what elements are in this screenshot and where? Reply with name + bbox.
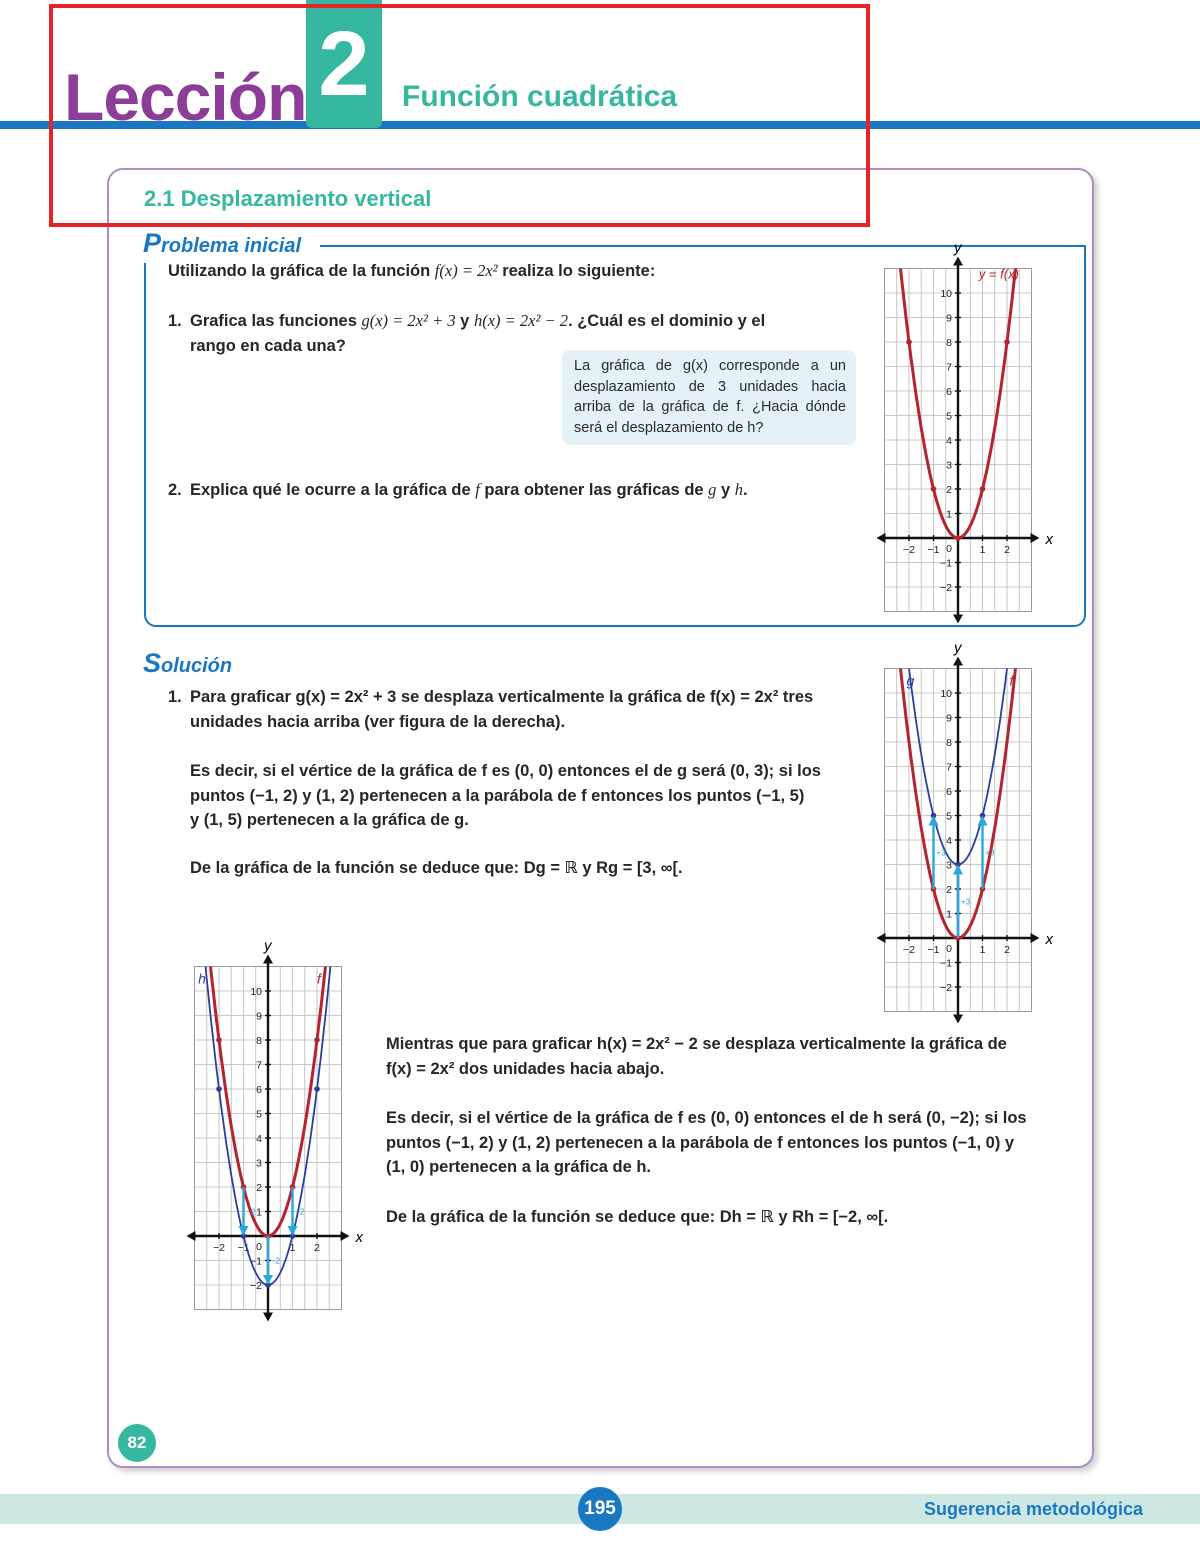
y-tick-label: 7 (946, 361, 952, 374)
solution-paragraph-6: De la gráfica de la función se deduce que: Dh = ℝ y Rh = [−2, ∞[. (386, 1208, 889, 1226)
item-2-f: f (475, 480, 480, 499)
problem-item-2 (168, 478, 748, 503)
data-point-h (216, 1086, 222, 1092)
y-tick-label: 6 (256, 1084, 262, 1096)
y-tick-label: 5 (946, 410, 952, 423)
item-1-text-a: Grafica las funciones (190, 312, 362, 330)
y-axis-arrow (263, 955, 273, 964)
x-tick-label: −1 (927, 944, 940, 956)
footer-page-badge: 195 (578, 1487, 622, 1531)
y-tick-label: 9 (946, 712, 952, 725)
solution-item-number: 1. (168, 688, 182, 706)
item-2-g: g (708, 480, 717, 499)
solution-p5-line2: puntos (−1, 2) y (1, 2) pertenecen a la parábola de f entonces los puntos (−1, 0) y (386, 1133, 1015, 1152)
x-tick-label: −2 (903, 944, 915, 956)
y-tick-label: 4 (946, 435, 952, 447)
y-axis-label: y (264, 937, 272, 955)
graph-f-and-g (870, 639, 1070, 1020)
shift-label: +3 (961, 897, 971, 907)
item-2-text-a: Explica qué le ocurre a la gráfica de (190, 481, 476, 499)
item-2-text-c: y (716, 481, 735, 499)
y-tick-label: 5 (946, 810, 952, 823)
y-tick-label: −2 (940, 982, 952, 994)
y-axis-label: y (954, 239, 962, 257)
y-axis-arrow (953, 657, 963, 666)
y-tick-label: −1 (940, 557, 952, 570)
solution-paragraph-1 (168, 685, 868, 734)
intro-function: f(x) = 2x² (434, 261, 498, 280)
y-tick-label: 7 (946, 761, 952, 774)
y-tick-label: −2 (250, 1280, 262, 1292)
item-2-h: h (734, 480, 744, 499)
data-point-yfx (980, 486, 986, 492)
item-1-h: h(x) = 2x² − 2 (473, 311, 569, 330)
y-tick-label: 0 (946, 943, 952, 955)
section-title: 2.1 Desplazamiento vertical (144, 186, 432, 211)
x-tick-label: 2 (314, 1242, 320, 1254)
solution-p5-line3: (1, 0) pertenecen a la gráfica de h. (386, 1158, 652, 1176)
hint-box: La gráfica de g(x) corresponde a un desplazamiento de 3 unidades hacia arriba de la gráfica de f. ¿Hacia dónde será el desplazamiento de h? (562, 350, 856, 445)
y-tick-label: 9 (256, 1010, 262, 1023)
highlight-frame (49, 4, 870, 227)
solution-heading-rest: olución (161, 655, 233, 677)
intro-text-b: realiza lo siguiente: (497, 262, 656, 280)
solution-p2-line1: Es decir, si el vértice de la gráfica de f es (0, 0) entonces el de g será (0, 3); si los (190, 762, 821, 780)
curve-label: y = f(x) (978, 266, 1019, 282)
graph-f (870, 239, 1070, 620)
shift-label: −2 (295, 1207, 305, 1217)
y-tick-label: 6 (946, 386, 952, 398)
lesson-number-badge: 2 (306, 0, 382, 128)
y-tick-label: 9 (946, 312, 952, 325)
problem-box-top-rule (320, 245, 1084, 247)
item-1-g: g(x) = 2x² + 3 (361, 311, 456, 330)
data-point-yfx (955, 535, 961, 541)
problem-heading-rest: roblema inicial (161, 235, 302, 257)
x-axis-arrow (877, 533, 886, 543)
solution-paragraph-3: De la gráfica de la función se deduce que: Dg = ℝ y Rg = [3, ∞[. (190, 859, 683, 877)
solution-paragraph-2 (190, 759, 870, 833)
x-axis-arrow (1031, 533, 1040, 543)
y-tick-label: 8 (946, 737, 952, 749)
curve-label: h (198, 970, 206, 987)
x-tick-label: −1 (237, 1242, 250, 1254)
solution-p2-line3: y (1, 5) pertenecen a la gráfica de g. (190, 811, 469, 829)
y-tick-label: 0 (946, 543, 952, 555)
x-axis-arrow (187, 1231, 196, 1241)
item-2-text-d: . (743, 481, 748, 499)
y-tick-label: 3 (946, 459, 952, 472)
shift-label: +3 (936, 848, 946, 858)
graph-f-and-h (180, 937, 380, 1318)
curve-label: f (317, 970, 321, 987)
y-tick-label: −1 (940, 957, 952, 970)
y-tick-label: 10 (940, 688, 952, 700)
item-1-text-b: y (455, 312, 474, 330)
x-tick-label: −2 (903, 544, 915, 556)
x-tick-label: 1 (979, 944, 986, 956)
problem-heading-cap: P (143, 228, 162, 258)
data-point-yfx (931, 486, 937, 492)
y-tick-label: 1 (946, 508, 952, 521)
x-tick-label: −2 (213, 1242, 225, 1254)
data-point-f (216, 1037, 222, 1043)
y-tick-label: 3 (946, 859, 952, 872)
y-tick-label: 1 (946, 908, 952, 921)
shift-label: −2 (271, 1256, 281, 1266)
y-tick-label: 2 (946, 484, 952, 496)
problem-intro (168, 259, 655, 284)
data-point-yfx (906, 339, 912, 345)
x-axis-arrow (877, 933, 886, 943)
shift-label: +3 (985, 848, 995, 858)
y-axis-label: y (954, 639, 962, 657)
solution-p2-line2: puntos (−1, 2) y (1, 2) pertenecen a la parábola de f entonces los puntos (−1, 5) (190, 786, 805, 805)
solution-p4-line1: Mientras que para graficar h(x) = 2x² − 2 se desplaza verticalmente la gráfica de (386, 1035, 1007, 1053)
y-axis-arrow (953, 257, 963, 266)
shift-label: −2 (246, 1207, 256, 1217)
problem-heading (143, 228, 307, 263)
x-tick-label: 1 (979, 544, 986, 556)
y-tick-label: 2 (256, 1182, 262, 1194)
solution-heading-cap: S (143, 648, 162, 678)
y-tick-label: 6 (946, 786, 952, 798)
y-tick-label: 4 (256, 1133, 262, 1145)
y-tick-label: 7 (256, 1059, 262, 1072)
y-tick-label: 10 (940, 288, 952, 300)
item-1-text-d: rango en cada una? (190, 336, 346, 355)
x-tick-label: 1 (289, 1242, 296, 1254)
solution-p1-line2: unidades hacia arriba (ver figura de la derecha). (190, 712, 566, 731)
curve-label: f (1009, 672, 1014, 689)
solution-paragraph-5 (386, 1106, 1076, 1180)
y-tick-label: −2 (940, 582, 952, 594)
x-axis-label: x (1045, 931, 1053, 948)
data-point-h (314, 1086, 320, 1092)
y-tick-label: 3 (256, 1157, 262, 1170)
item-1-number: 1. (168, 312, 182, 330)
solution-paragraph-4 (386, 1032, 1076, 1081)
solution-p5-line1: Es decir, si el vértice de la gráfica de f es (0, 0) entonces el de h será (0, −2); si los (386, 1109, 1027, 1127)
x-axis-arrow (1031, 933, 1040, 943)
x-tick-label: −1 (927, 544, 940, 556)
x-axis-label: x (355, 1229, 363, 1246)
x-axis-label: x (1045, 531, 1053, 548)
lesson-word: Lección (64, 60, 307, 134)
y-tick-label: 8 (256, 1035, 262, 1047)
curve-label: g (906, 672, 915, 689)
y-tick-label: −1 (250, 1255, 262, 1268)
data-point-f (314, 1037, 320, 1043)
lesson-title: Función cuadrática (402, 80, 678, 113)
solution-p4-line2: f(x) = 2x² dos unidades hacia abajo. (386, 1059, 665, 1078)
y-tick-label: 5 (256, 1108, 262, 1121)
item-2-text-b: para obtener las gráficas de (479, 481, 709, 499)
y-tick-label: 10 (250, 986, 262, 998)
y-tick-label: 8 (946, 337, 952, 349)
data-point-yfx (1004, 339, 1010, 345)
y-tick-label: 2 (946, 884, 952, 896)
x-tick-label: 2 (1004, 544, 1010, 556)
corner-page-number: 82 (118, 1424, 156, 1462)
y-tick-label: 0 (256, 1241, 262, 1253)
item-1-text-c: . ¿Cuál es el dominio y el (568, 312, 766, 330)
solution-p1-line1: Para graficar g(x) = 2x² + 3 se desplaza verticalmente la gráfica de f(x) = 2x² tres (190, 688, 814, 706)
x-axis-arrow (341, 1231, 350, 1241)
item-2-number: 2. (168, 481, 182, 499)
footer-label: Sugerencia metodológica (924, 1499, 1144, 1519)
y-tick-label: 4 (946, 835, 952, 847)
y-tick-label: 1 (256, 1206, 262, 1219)
solution-heading (143, 648, 232, 683)
x-tick-label: 2 (1004, 944, 1010, 956)
intro-text-a: Utilizando la gráfica de la función (168, 262, 435, 280)
